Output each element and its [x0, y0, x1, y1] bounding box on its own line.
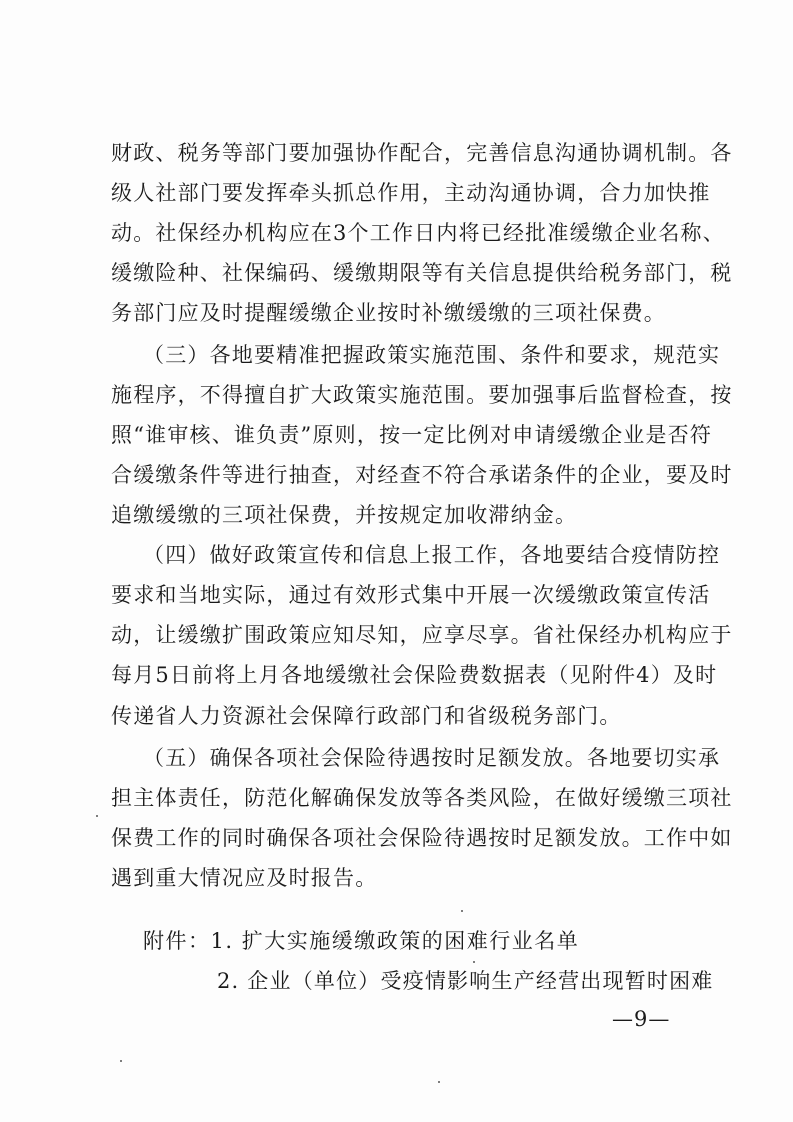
paragraph-1-line-2: 级人社部门要发挥牵头抓总作用，主动沟通协调，合力加快推: [111, 181, 711, 205]
paragraph-1-line-5: 务部门应及时提醒缓缴企业按时补缴缓缴的三项社保费。: [111, 301, 666, 325]
scan-speck: [473, 961, 475, 963]
attachment-list-item-1: 附件：1. 扩大实施缓缴政策的困难行业名单: [143, 929, 580, 953]
paragraph-3-line-5: 传递省人力资源社会保障行政部门和省级税务部门。: [111, 704, 622, 728]
paragraph-1-line-4: 缓缴险种、社保编码、缓缴期限等有关信息提供给税务部门，税: [111, 261, 733, 285]
attachment-list-item-2: 2. 企业（单位）受疫情影响生产经营出现暂时困难: [217, 969, 714, 993]
paragraph-2-line-5: 追缴缓缴的三项社保费，并按规定加收滞纳金。: [111, 503, 578, 527]
paragraph-2-line-4: 合缓缴条件等进行抽查，对经查不符合承诺条件的企业，要及时: [111, 463, 733, 487]
paragraph-1-line-1: 财政、税务等部门要加强协作配合，完善信息沟通协调机制。各: [111, 141, 733, 165]
page-number: —9—: [612, 1007, 671, 1031]
scan-speck: [120, 1060, 122, 1062]
paragraph-4-line-3: 保费工作的同时确保各项社会保险待遇按时足额发放。工作中如: [111, 826, 733, 850]
paragraph-3-line-4: 每月5日前将上月各地缓缴社会保险费数据表（见附件4）及时: [111, 663, 718, 687]
paragraph-3-line-1: （四）做好政策宣传和信息上报工作，各地要结合疫情防控: [143, 543, 721, 567]
scan-speck: [438, 1081, 440, 1083]
paragraph-4-line-1: （五）确保各项社会保险待遇按时足额发放。各地要切实承: [143, 746, 721, 770]
paragraph-2-line-3: 照“谁审核、谁负责”原则，按一定比例对申请缓缴企业是否符: [111, 423, 713, 447]
scan-speck: [461, 910, 463, 912]
paragraph-3-line-3: 动，让缓缴扩围政策应知尽知，应享尽享。省社保经办机构应于: [111, 623, 733, 647]
paragraph-4-line-2: 担主体责任，防范化解确保发放等各类风险，在做好缓缴三项社: [111, 786, 733, 810]
paragraph-4-line-4: 遇到重大情况应及时报告。: [111, 866, 378, 890]
paragraph-3-line-2: 要求和当地实际，通过有效形式集中开展一次缓缴政策宣传活: [111, 583, 711, 607]
paragraph-1-line-3: 动。社保经办机构应在3个工作日内将已经批准缓缴企业名称、: [111, 221, 725, 245]
paragraph-2-line-1: （三）各地要精准把握政策实施范围、条件和要求，规范实: [143, 343, 721, 367]
scan-speck: [96, 815, 98, 817]
paragraph-2-line-2: 施程序，不得擅自扩大政策实施范围。要加强事后监督检查，按: [111, 383, 733, 407]
